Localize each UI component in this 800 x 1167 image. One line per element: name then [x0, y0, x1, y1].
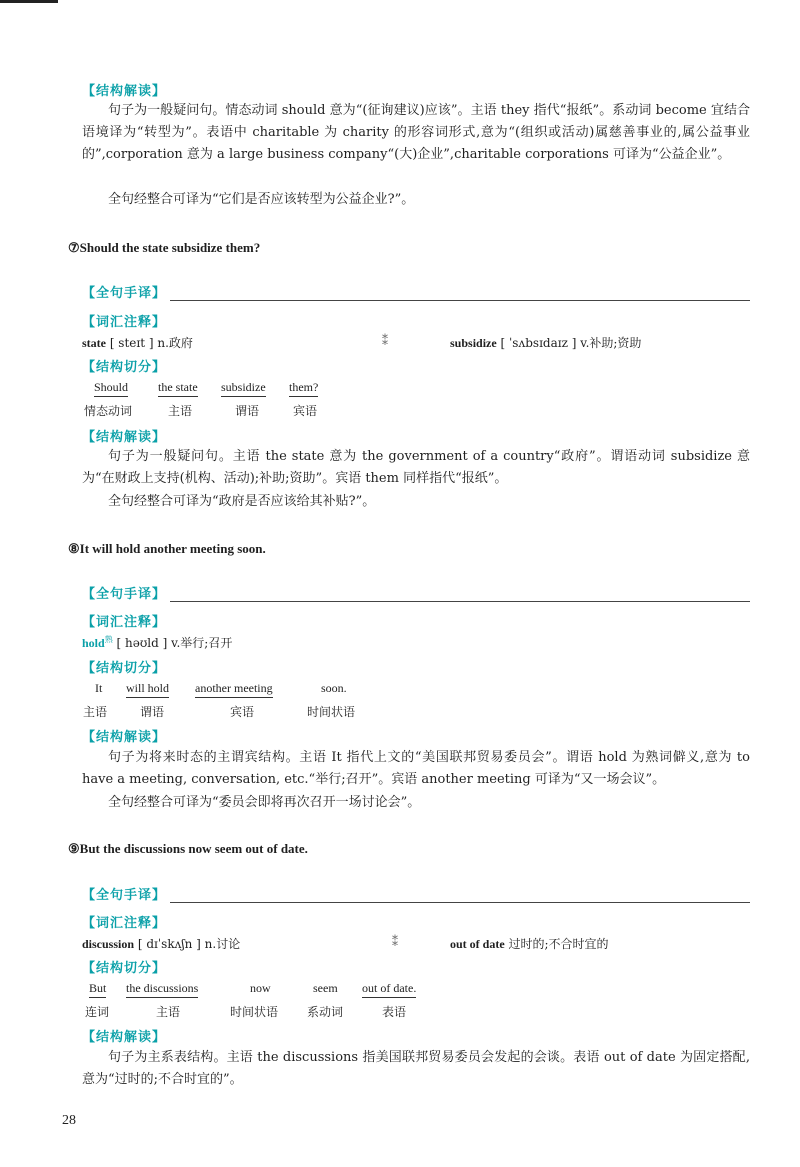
- struct-tag-7: 【结构切分】: [82, 360, 167, 375]
- sentence-heading-8: ⑧It will hold another meeting soon.: [68, 541, 266, 556]
- separator-icon: ⁑: [392, 935, 398, 949]
- vocab-word: out of date: [450, 937, 505, 951]
- translate-tag-9: 【全句手译】: [82, 888, 167, 903]
- vocab-definition: 过时的;不合时宜的: [504, 937, 609, 951]
- analysis-text-6: 句子为一般疑问句。情态动词 should 意为“(征询建议)应该”。主语 they 指代“报纸”。系动词 become 宜结合语境译为“转型为”。表语中 charitable 为 charity 的形容词形式,意为“(组织或活动)属慈善事业的,属公益事业的”,corporation 意为 a large business company“(大)企业”,charitable corporations 可译为“公益企业”。: [82, 103, 750, 162]
- vocab-entry-discussion: [82, 935, 392, 952]
- translate-row-9: [82, 884, 750, 903]
- analysis-tag-9: 【结构解读】: [82, 1030, 167, 1045]
- chunk: [230, 981, 279, 1019]
- analysis-tag-8: 【结构解读】: [82, 730, 167, 745]
- structure-breakdown-8: [82, 681, 750, 725]
- translate-tag-8: 【全句手译】: [82, 587, 167, 602]
- vocab-row-8: [82, 634, 750, 651]
- translate-tag-7: 【全句手译】: [82, 286, 167, 301]
- translation-field-7[interactable]: [170, 286, 750, 301]
- sentence-heading-7: ⑦Should the state subsidize them?: [68, 240, 261, 255]
- chunk-english: the discussions: [126, 981, 198, 998]
- vocab-word: discussion: [82, 937, 135, 951]
- separator-icon: ⁑: [382, 334, 388, 348]
- chunk-english: them?: [289, 380, 318, 397]
- chunk: [84, 380, 133, 418]
- chunk-role: 宾语: [230, 705, 255, 719]
- translation-field-9[interactable]: [170, 888, 750, 903]
- translate-row-7: [82, 282, 750, 301]
- chunk-role: 表语: [382, 1005, 407, 1019]
- vocab-entry-hold: [82, 634, 232, 651]
- top-rule: [0, 0, 58, 3]
- chunk: [289, 380, 319, 418]
- chunk: [83, 681, 108, 719]
- chunk: [221, 380, 266, 418]
- chunk-role: 谓语: [140, 705, 165, 719]
- chunk-english: the state: [158, 380, 198, 397]
- chunk-role: 连词: [85, 1005, 110, 1019]
- vocab-word: subsidize: [450, 336, 497, 350]
- chunk-role: 主语: [156, 1005, 181, 1019]
- familiar-word-badge: 熟: [104, 635, 113, 644]
- chunk: [126, 981, 199, 1019]
- chunk-role: 主语: [83, 705, 108, 719]
- chunk: [307, 981, 344, 1019]
- structure-breakdown-9: [82, 981, 750, 1025]
- chunk-role: 主语: [168, 404, 193, 418]
- translate-row-8: [82, 583, 750, 602]
- chunk-role: 时间状语: [307, 705, 356, 719]
- vocab-definition: [ dɪˈskʌʃn ] n.讨论: [134, 937, 241, 951]
- translation-field-8[interactable]: [170, 587, 750, 602]
- sentence-heading-9: ⑨But the discussions now seem out of date.: [68, 841, 308, 856]
- chunk: [158, 380, 198, 418]
- chunk: [126, 681, 170, 719]
- vocab-row-9: [82, 935, 750, 952]
- chunk-english: It: [95, 681, 103, 695]
- vocab-entry-out-of-date: [450, 935, 609, 952]
- chunk-role: 谓语: [235, 404, 260, 418]
- chunk-english: will hold: [126, 681, 169, 698]
- chunk: [195, 681, 273, 719]
- vocab-row-7: [82, 334, 750, 351]
- vocab-word: state: [82, 336, 106, 350]
- analysis-text-7: 句子为一般疑问句。主语 the state 意为 the government of a country“政府”。谓语动词 subsidize 意为“在财政上支持(机构、活动);补助;资助”。宾语 them 同样指代“报纸”。: [82, 449, 750, 486]
- chunk-english: seem: [313, 981, 338, 995]
- chunk-role: 系动词: [307, 1005, 344, 1019]
- analysis-tag-6: 【结构解读】: [82, 84, 167, 99]
- vocab-definition: [ həʊld ] v.举行;召开: [112, 636, 233, 650]
- chunk-role: 宾语: [293, 404, 318, 418]
- chunk-role: 时间状语: [230, 1005, 279, 1019]
- vocab-entry-state: [82, 334, 382, 351]
- chunk-role: 情态动词: [84, 404, 133, 418]
- vocab-definition: [ steɪt ] n.政府: [106, 336, 193, 350]
- chunk-english: But: [89, 981, 106, 998]
- vocab-definition: [ ˈsʌbsɪdaɪz ] v.补助;资助: [496, 336, 642, 350]
- summary-text-8: 全句经整合可译为“委员会即将再次召开一场讨论会”。: [108, 795, 421, 810]
- vocab-tag-8: 【词汇注释】: [82, 615, 167, 630]
- chunk: [362, 981, 417, 1019]
- chunk-english: subsidize: [221, 380, 266, 397]
- vocab-word: hold: [82, 636, 105, 650]
- vocab-tag-9: 【词汇注释】: [82, 916, 167, 931]
- vocab-tag-7: 【词汇注释】: [82, 315, 167, 330]
- analysis-text-8: 句子为将来时态的主谓宾结构。主语 It 指代上文的“美国联邦贸易委员会”。谓语 hold 为熟词僻义,意为 to have a meeting, conversation, etc.“举行;召开”。宾语 another meeting 可译为“又一场会议”。: [82, 750, 750, 787]
- struct-tag-8: 【结构切分】: [82, 661, 167, 676]
- chunk-english: out of date.: [362, 981, 416, 998]
- analysis-text-9: 句子为主系表结构。主语 the discussions 指美国联邦贸易委员会发起的会谈。表语 out of date 为固定搭配,意为“过时的;不合时宜的”。: [82, 1050, 750, 1087]
- chunk: [85, 981, 110, 1019]
- page-number: 28: [62, 1113, 76, 1128]
- vocab-entry-subsidize: [450, 334, 641, 351]
- analysis-tag-7: 【结构解读】: [82, 430, 167, 445]
- summary-text-6: 全句经整合可译为“它们是否应该转型为公益企业?”。: [108, 192, 415, 207]
- chunk: [307, 681, 356, 719]
- summary-text-7: 全句经整合可译为“政府是否应该给其补贴?”。: [108, 494, 376, 509]
- chunk-english: now: [250, 981, 271, 995]
- chunk-english: soon.: [321, 681, 347, 695]
- chunk-english: Should: [94, 380, 128, 397]
- struct-tag-9: 【结构切分】: [82, 961, 167, 976]
- chunk-english: another meeting: [195, 681, 273, 698]
- structure-breakdown-7: [82, 380, 750, 424]
